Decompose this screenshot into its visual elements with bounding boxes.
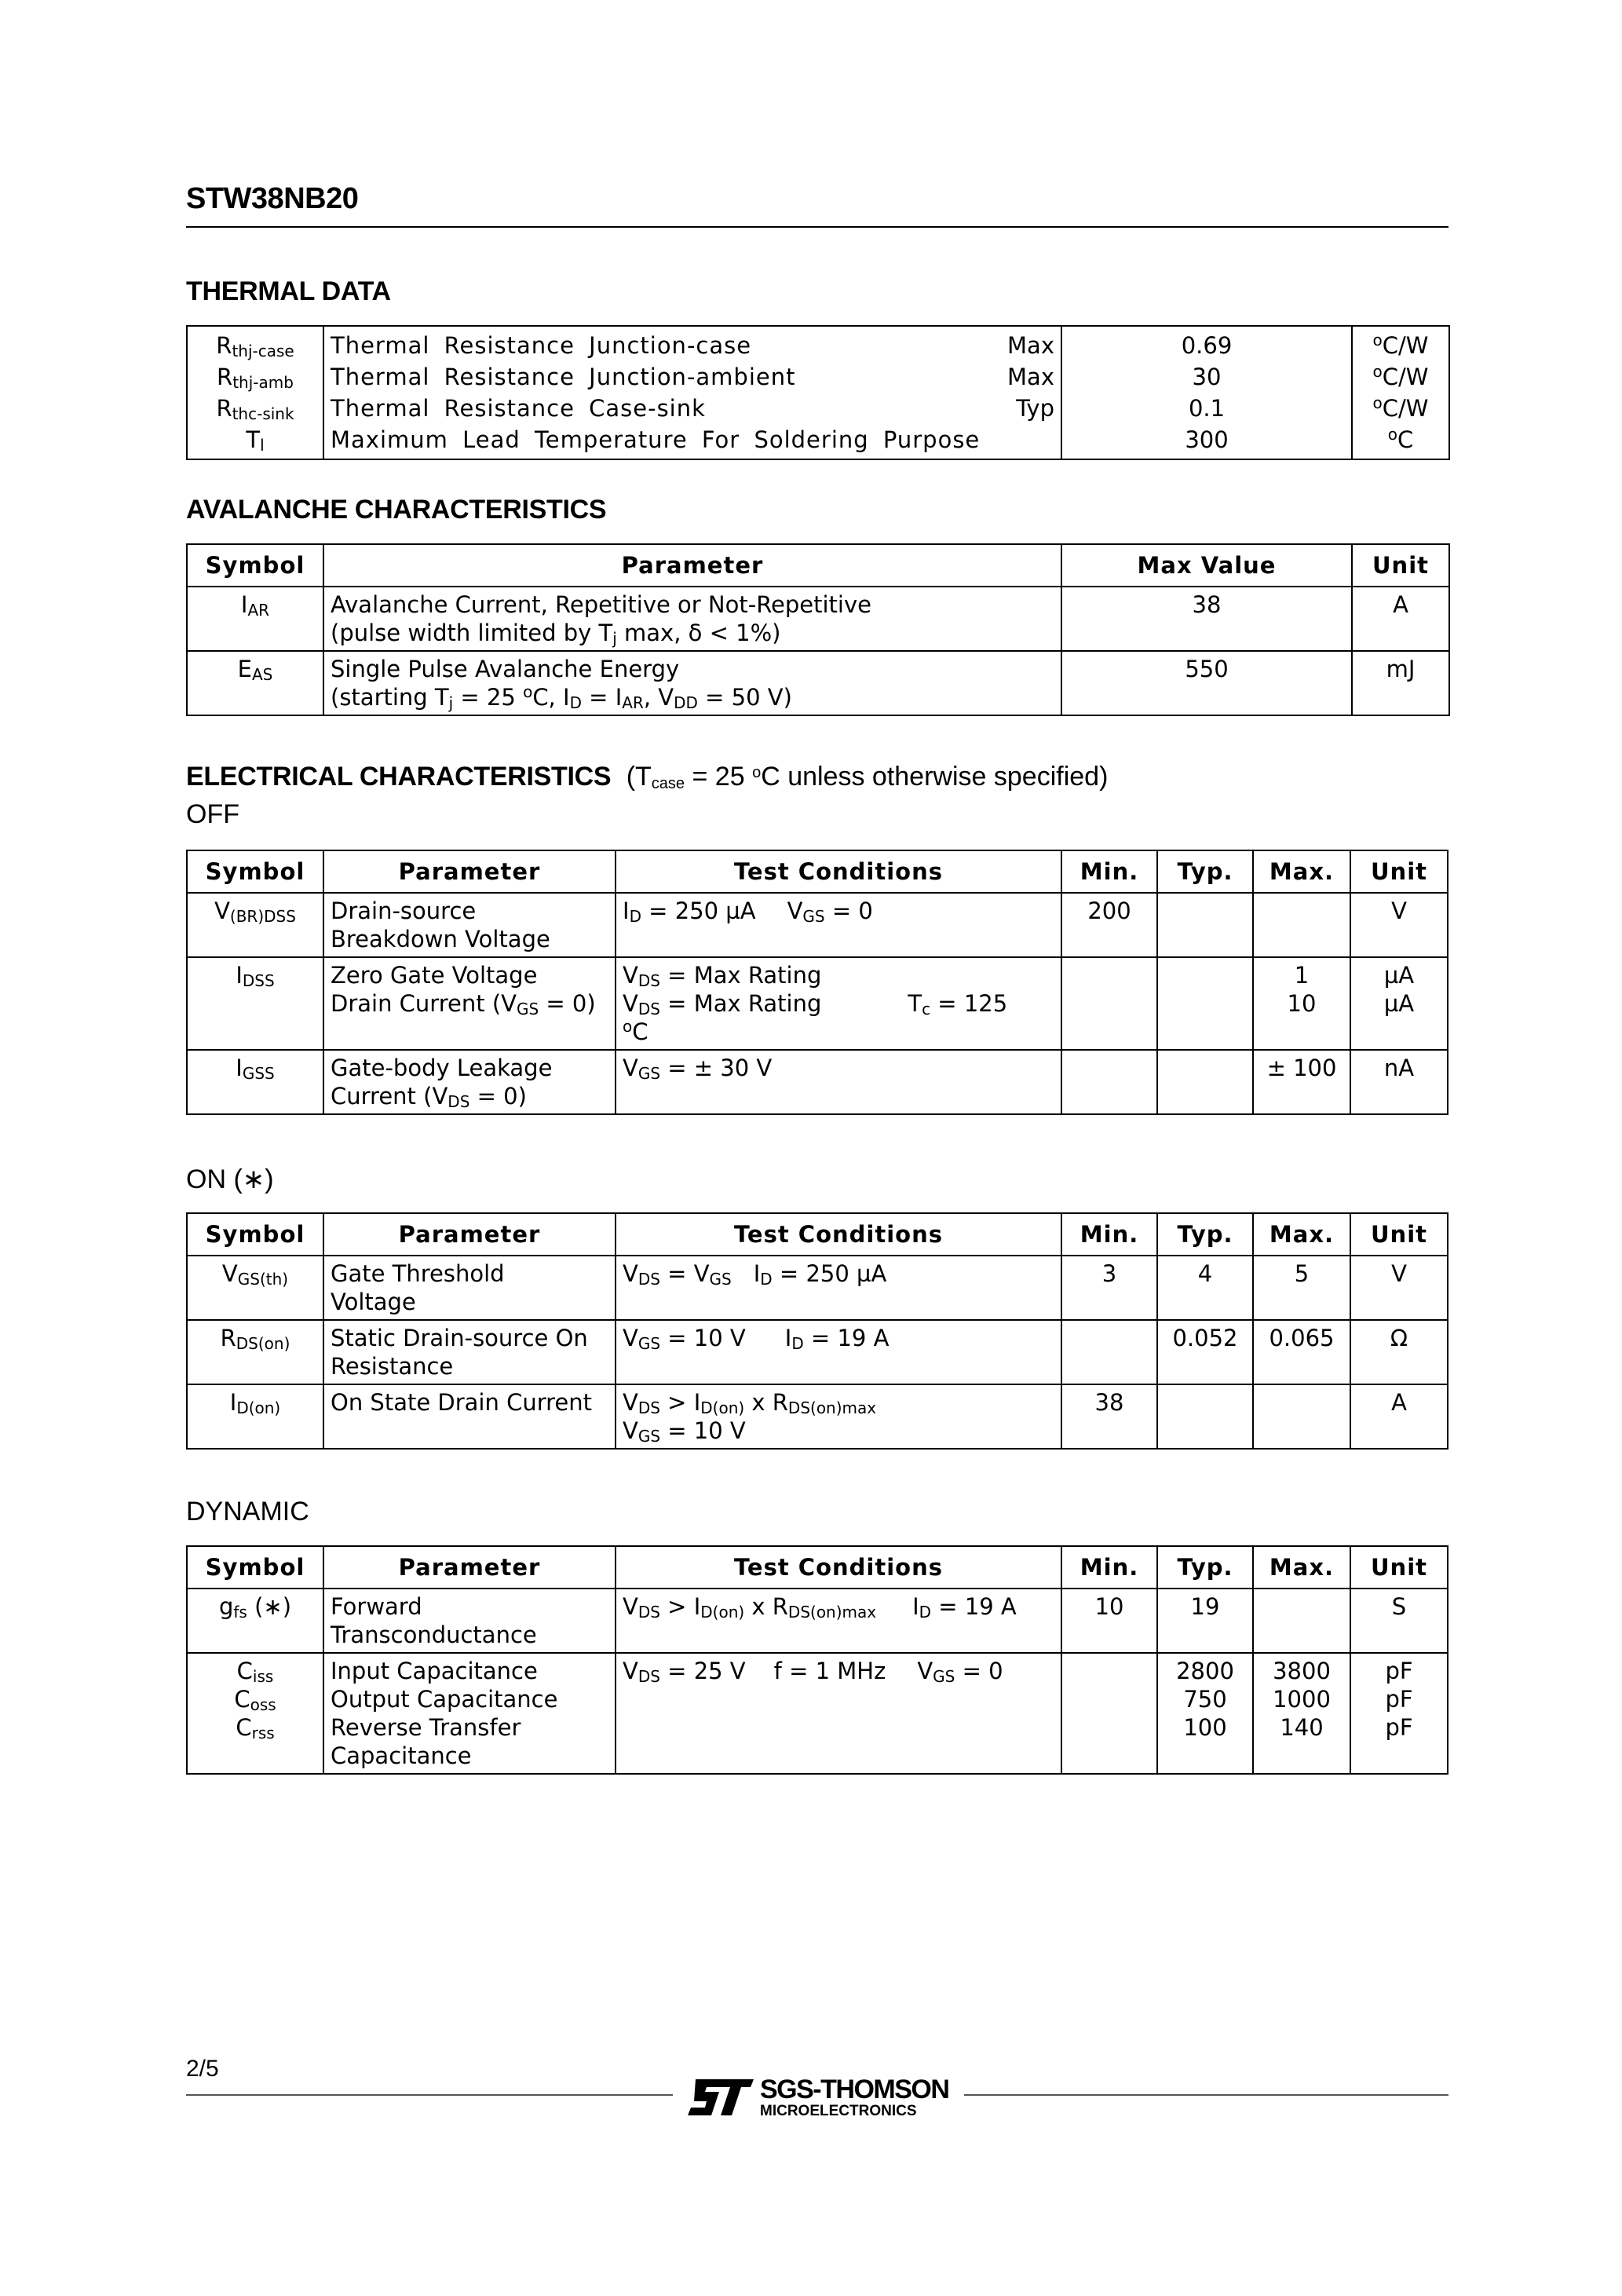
parameter-cell: Thermal Resistance Case-sink	[323, 393, 991, 424]
column-header: Parameter	[323, 544, 1061, 587]
dynamic-table	[186, 1545, 1448, 1775]
min-cell: 38	[1061, 1384, 1157, 1449]
column-header: Max Value	[1061, 544, 1352, 587]
unit-cell: mJ	[1352, 651, 1449, 715]
table-header-row	[187, 1213, 1448, 1256]
value-cell: 0.1	[1061, 393, 1352, 424]
page-number: 2/5	[186, 2056, 219, 2082]
unit-cell: S	[1350, 1589, 1448, 1653]
column-header: Test Conditions	[616, 850, 1061, 893]
unit-cell: Ω	[1350, 1320, 1448, 1384]
test-conditions-cell: $V_{DS} = V_{GS}$ $I_D = 250$ µA	[616, 1256, 1061, 1320]
max-cell	[1253, 1384, 1350, 1449]
parameter-cell: Drain-source Breakdown Voltage	[323, 893, 616, 957]
table-row	[187, 651, 1449, 715]
symbol-cell: $V_{(BR)DSS}$	[187, 893, 323, 957]
off-label: OFF	[186, 799, 239, 829]
table-row	[187, 1384, 1448, 1449]
unit-cell: µA µA	[1350, 957, 1448, 1050]
value-cell: 0.69	[1061, 326, 1352, 361]
column-header: Unit	[1352, 544, 1449, 587]
min-cell: 3	[1061, 1256, 1157, 1320]
test-conditions-cell: $V_{DS} = 25$ V f = 1 MHz $V_{GS} = 0$	[616, 1653, 1061, 1774]
table-row	[187, 1589, 1448, 1653]
parameter-cell	[323, 587, 1061, 651]
min-cell: 10	[1061, 1589, 1157, 1653]
unit-cell: $^o$C/W	[1352, 361, 1449, 393]
symbol-cell: $R_{DS(on)}$	[187, 1320, 323, 1384]
unit-cell: $^o$C/W	[1352, 393, 1449, 424]
column-header: Min.	[1061, 1213, 1157, 1256]
column-header: Unit	[1350, 1546, 1448, 1589]
column-header: Unit	[1350, 1213, 1448, 1256]
parameter-cell: Thermal Resistance Junction-case	[323, 326, 991, 361]
column-header: Symbol	[187, 544, 323, 587]
unit-cell: V	[1350, 1256, 1448, 1320]
table-row	[187, 393, 1449, 424]
table-row	[187, 587, 1449, 651]
parameter-line: (pulse width limited by $T_j$ max, δ < 1%)	[331, 620, 781, 648]
max-cell: 3800 1000 140	[1253, 1653, 1350, 1774]
parameter-cell: Thermal Resistance Junction-ambient	[323, 361, 991, 393]
test-conditions-cell: $V_{DS}$ = Max Rating $V_{DS}$ = Max Rating $T_c = 125$ $^o$C	[616, 957, 1061, 1050]
symbol-cell: $E_{AS}$	[187, 651, 323, 715]
test-conditions-cell: $I_D = 250$ µA $V_{GS} = 0$	[616, 893, 1061, 957]
typ-cell	[1157, 1384, 1253, 1449]
electrical-heading: ELECTRICAL CHARACTERISTICS	[186, 762, 612, 792]
symbol-cell: $R_{thj-case}$	[187, 326, 323, 361]
column-header: Typ.	[1157, 1546, 1253, 1589]
symbol-cell: $I_{GSS}$	[187, 1050, 323, 1114]
off-table	[186, 850, 1448, 1115]
symbol-cell: $I_{D(on)}$	[187, 1384, 323, 1449]
max-cell	[1253, 1589, 1350, 1653]
column-header: Parameter	[323, 1213, 616, 1256]
column-header: Typ.	[1157, 850, 1253, 893]
unit-cell: V	[1350, 893, 1448, 957]
symbol-cell: $I_{DSS}$	[187, 957, 323, 1050]
max-cell: 1 10	[1253, 957, 1350, 1050]
footer-rule-left	[186, 2094, 673, 2096]
unit-cell: A	[1350, 1384, 1448, 1449]
limit-type-cell: Typ	[991, 393, 1061, 424]
column-header: Test Conditions	[616, 1546, 1061, 1589]
column-header: Unit	[1350, 850, 1448, 893]
max-cell	[1253, 893, 1350, 957]
column-header: Parameter	[323, 1546, 616, 1589]
parameter-cell: Input Capacitance Output Capacitance Reverse Transfer Capacitance	[323, 1653, 616, 1774]
dynamic-label: DYNAMIC	[186, 1497, 309, 1526]
max-cell: 5	[1253, 1256, 1350, 1320]
thermal-table	[186, 325, 1450, 460]
electrical-heading-line	[186, 762, 1108, 792]
symbol-cell: $V_{GS(th)}$	[187, 1256, 323, 1320]
typ-cell	[1157, 1050, 1253, 1114]
company-logo	[685, 2073, 959, 2120]
table-row	[187, 1320, 1448, 1384]
table-header-row	[187, 850, 1448, 893]
table-header-row	[187, 544, 1449, 587]
min-cell: 200	[1061, 893, 1157, 957]
max-cell: 0.065	[1253, 1320, 1350, 1384]
st-logo-icon	[685, 2075, 755, 2119]
column-header: Typ.	[1157, 1213, 1253, 1256]
column-header: Min.	[1061, 1546, 1157, 1589]
symbol-cell: $C_{iss}$ $C_{oss}$ $C_{rss}$	[187, 1653, 323, 1774]
thermal-heading: THERMAL DATA	[186, 276, 391, 306]
parameter-line: Avalanche Current, Repetitive or Not-Repetitive	[331, 591, 871, 618]
value-cell: 30	[1061, 361, 1352, 393]
column-header: Test Conditions	[616, 1213, 1061, 1256]
symbol-cell: $g_{fs}$ (∗)	[187, 1589, 323, 1653]
symbol-cell: $I_{AR}$	[187, 587, 323, 651]
parameter-cell: Forward Transconductance	[323, 1589, 616, 1653]
unit-cell: $^o$C/W	[1352, 326, 1449, 361]
column-header: Symbol	[187, 850, 323, 893]
column-header: Max.	[1253, 1546, 1350, 1589]
table-row	[187, 361, 1449, 393]
value-cell: 300	[1061, 424, 1352, 459]
typ-cell: 2800 750 100	[1157, 1653, 1253, 1774]
test-conditions-cell: $V_{GS} = 10$ V $I_D = 19$ A	[616, 1320, 1061, 1384]
table-row	[187, 957, 1448, 1050]
on-label: ON (∗)	[186, 1164, 274, 1194]
table-row	[187, 326, 1449, 361]
test-conditions-cell: $V_{DS} > I_{D(on)}$ x $R_{DS(on)max}$ $V_{GS} = 10$ V	[616, 1384, 1061, 1449]
symbol-cell: $T_l$	[187, 424, 323, 459]
column-header: Min.	[1061, 850, 1157, 893]
symbol-cell: $R_{thc-sink}$	[187, 393, 323, 424]
avalanche-heading: AVALANCHE CHARACTERISTICS	[186, 495, 607, 525]
column-header: Max.	[1253, 1213, 1350, 1256]
column-header: Max.	[1253, 850, 1350, 893]
unit-cell: pF pF pF	[1350, 1653, 1448, 1774]
unit-cell: A	[1352, 587, 1449, 651]
value-cell: 550	[1061, 651, 1352, 715]
parameter-cell: Gate-body Leakage Current $(V_{DS} = 0)$	[323, 1050, 616, 1114]
parameter-cell: On State Drain Current	[323, 1384, 616, 1449]
parameter-cell: Maximum Lead Temperature For Soldering Purpose	[323, 424, 991, 459]
parameter-line: Single Pulse Avalanche Energy	[331, 656, 680, 682]
max-cell: ± 100	[1253, 1050, 1350, 1114]
parameter-cell: Static Drain-source On Resistance	[323, 1320, 616, 1384]
typ-cell	[1157, 893, 1253, 957]
document-title: STW38NB20	[186, 182, 359, 215]
column-header: Parameter	[323, 850, 616, 893]
column-header: Symbol	[187, 1546, 323, 1589]
logo-company-division: MICROELECTRONICS	[760, 2103, 917, 2119]
table-row	[187, 1256, 1448, 1320]
min-cell	[1061, 1320, 1157, 1384]
typ-cell: 19	[1157, 1589, 1253, 1653]
unit-cell: $^o$C	[1352, 424, 1449, 459]
parameter-cell: Gate Threshold Voltage	[323, 1256, 616, 1320]
footer-rule-right	[964, 2094, 1448, 2096]
table-row	[187, 1050, 1448, 1114]
table-header-row	[187, 1546, 1448, 1589]
parameter-cell	[323, 651, 1061, 715]
test-conditions-cell: $V_{GS}$ = ± 30 V	[616, 1050, 1061, 1114]
column-header: Symbol	[187, 1213, 323, 1256]
parameter-cell: Zero Gate Voltage Drain Current $(V_{GS} = 0)$	[323, 957, 616, 1050]
min-cell	[1061, 1050, 1157, 1114]
min-cell	[1061, 957, 1157, 1050]
limit-type-cell: Max	[991, 361, 1061, 393]
logo-company-name: SGS-THOMSON	[760, 2075, 949, 2104]
parameter-line: (starting $T_j = 25$ $^o$C, $I_D = I_{AR}$, $V_{DD} = 50$ V)	[331, 682, 792, 712]
value-cell: 38	[1061, 587, 1352, 651]
table-row	[187, 893, 1448, 957]
limit-type-cell: Max	[991, 326, 1061, 361]
symbol-cell: $R_{thj-amb}$	[187, 361, 323, 393]
test-conditions-cell: $V_{DS} > I_{D(on)}$ x $R_{DS(on)max}$ $I_D = 19$ A	[616, 1589, 1061, 1653]
table-row	[187, 424, 1449, 459]
header-rule	[186, 226, 1448, 228]
typ-cell: 0.052	[1157, 1320, 1253, 1384]
electrical-conditions: ($T_{case} = 25$ $^o$C unless otherwise specified)	[626, 762, 1109, 792]
on-table	[186, 1212, 1448, 1450]
avalanche-table	[186, 543, 1450, 716]
typ-cell: 4	[1157, 1256, 1253, 1320]
limit-type-cell	[991, 424, 1061, 459]
unit-cell: nA	[1350, 1050, 1448, 1114]
table-row	[187, 1653, 1448, 1774]
min-cell	[1061, 1653, 1157, 1774]
typ-cell	[1157, 957, 1253, 1050]
